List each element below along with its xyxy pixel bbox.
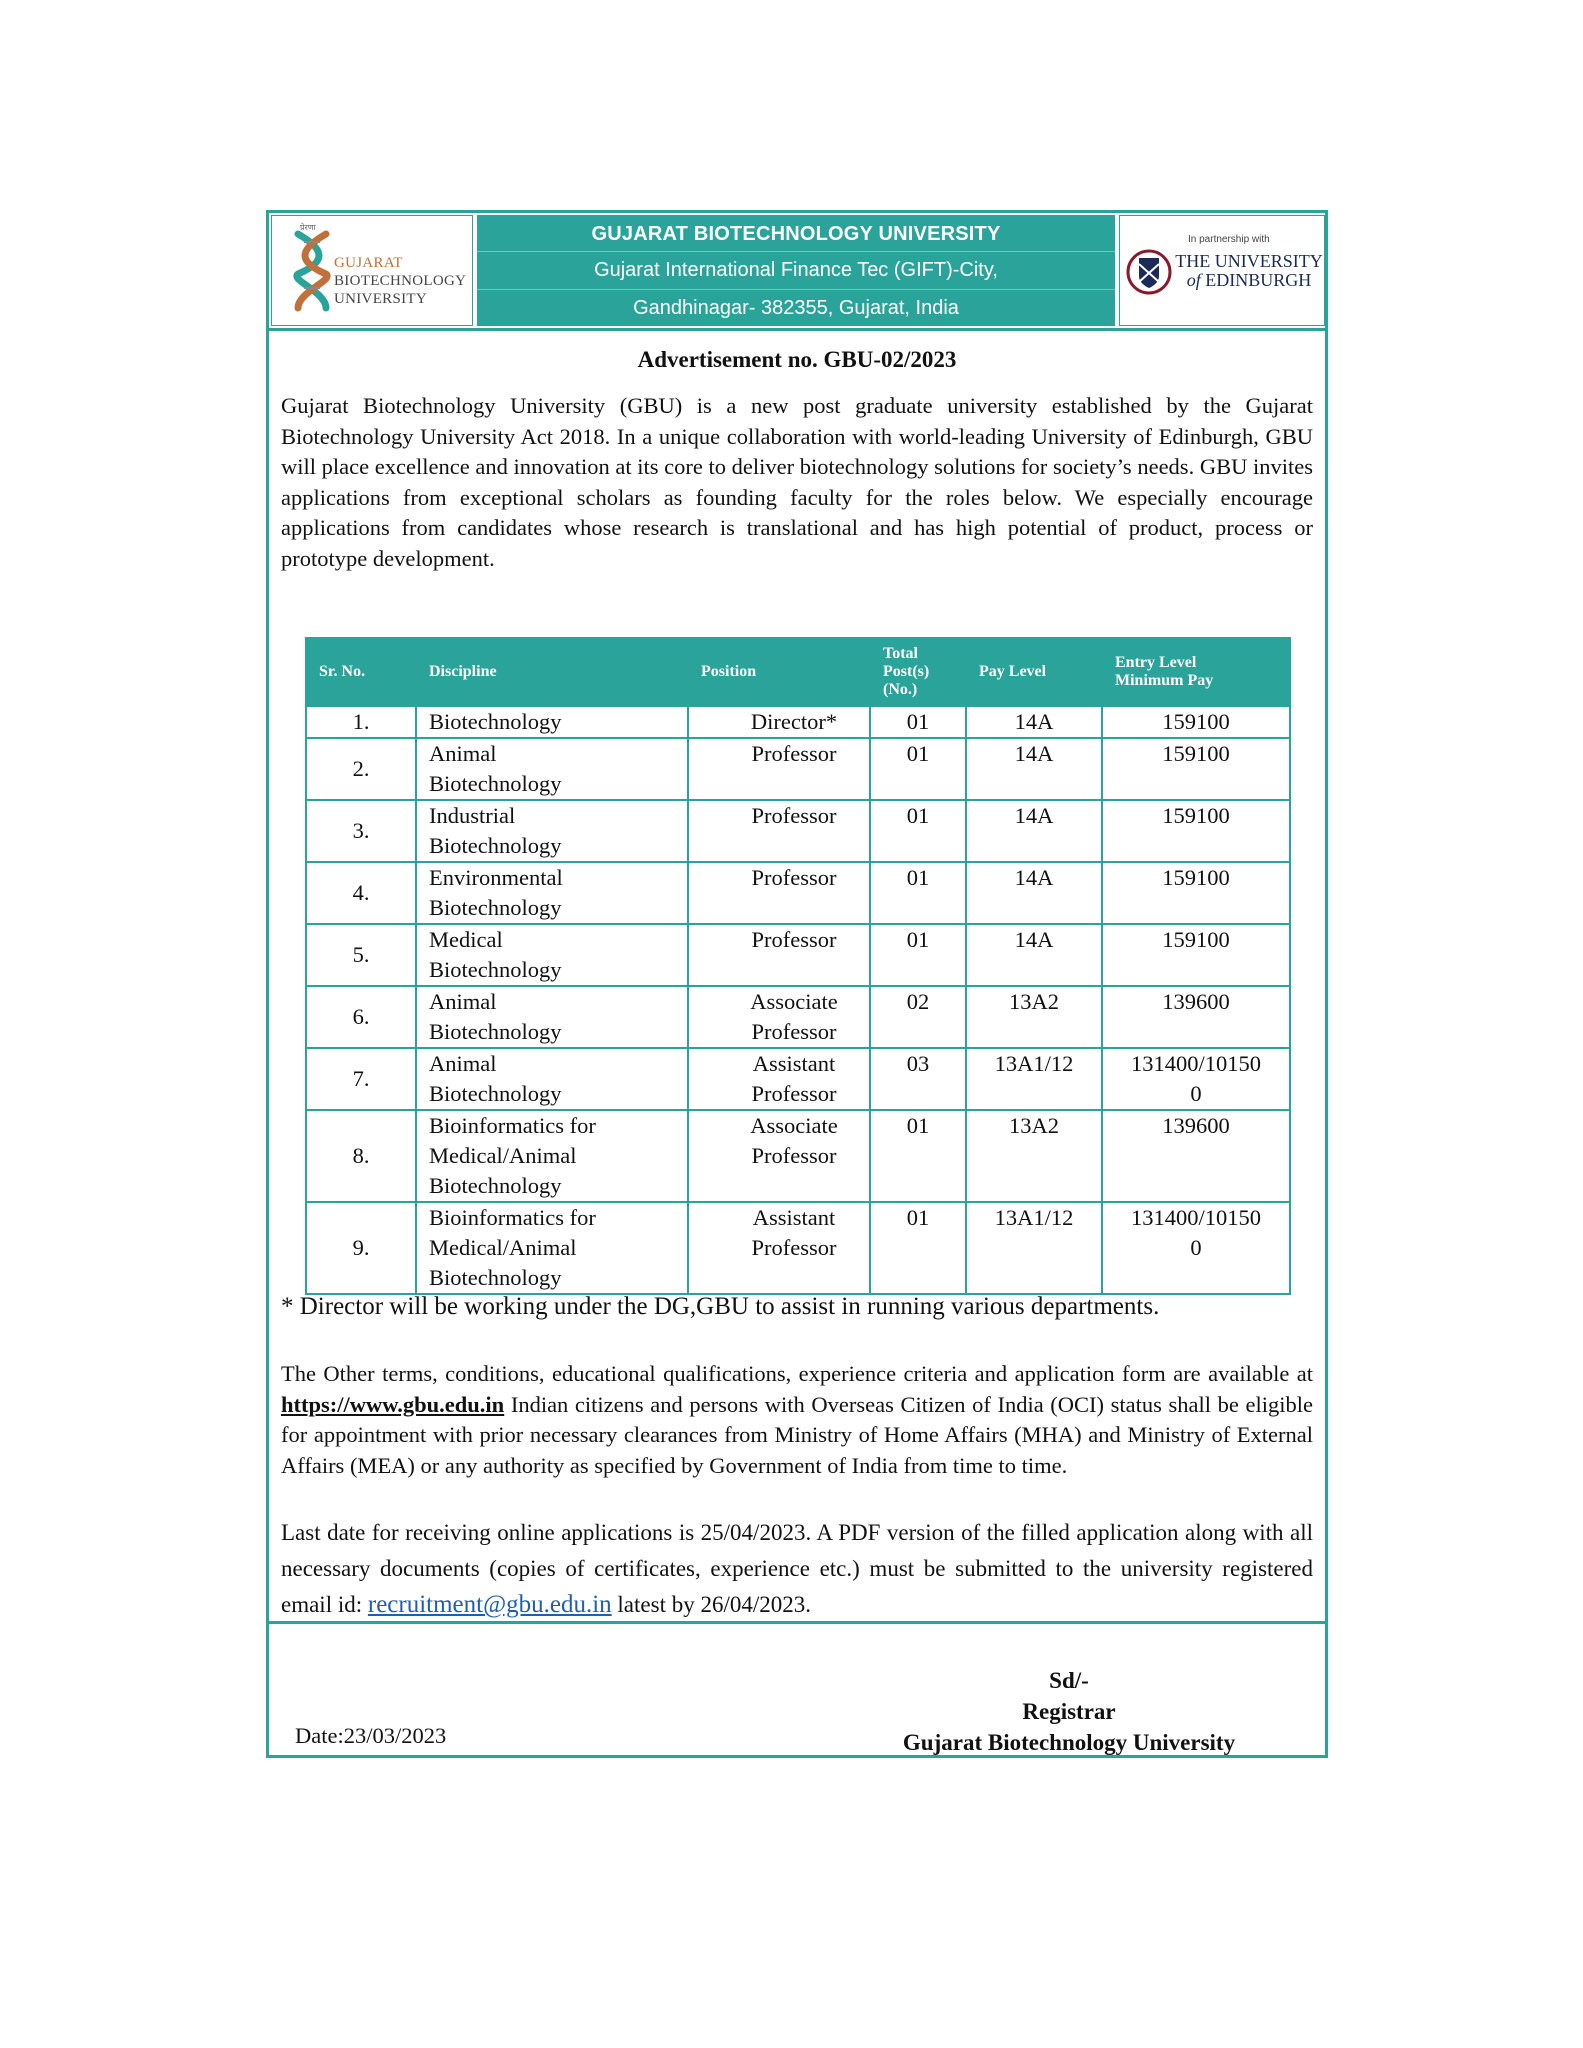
cell-position — [688, 986, 870, 1048]
cell-discipline — [416, 1048, 688, 1110]
table-row — [306, 738, 1290, 800]
table-header-row — [306, 638, 1290, 706]
gbu-logo-tag: प्रेरणा — [300, 223, 316, 232]
table-row — [306, 1110, 1290, 1202]
cell-position — [688, 1110, 870, 1202]
last-date-text-before: Last date for receiving online applications is 25/04/2023. A PDF version of the filled application along with all necessary documents (copies of certificates, experience etc.) must be submitted to the university registered email id: — [281, 1520, 1313, 1617]
discipline-line2: Biotechnology — [429, 957, 562, 982]
discipline-line2: Medical/Animal — [429, 1235, 577, 1260]
cell-position — [688, 738, 870, 800]
cell-sr: 2. — [306, 738, 416, 800]
cell-pay-level: 13A2 — [966, 1110, 1102, 1202]
terms-text-after: Indian citizens and persons with Overseas Citizen of India (OCI) status shall be eligible for appointment with prior necessary clearances from Ministry of Home Affairs (MHA) and Ministry of External Affairs (MEA) or any authority as specified by Government of India from time to time. — [281, 1391, 1313, 1478]
position-line2: Professor — [751, 1019, 837, 1044]
cell-posts: 01 — [870, 738, 966, 800]
discipline-line1: Industrial — [429, 803, 516, 828]
address-line-1: Gujarat International Finance Tec (GIFT)-City, — [594, 259, 998, 281]
table-row — [306, 800, 1290, 862]
position-line1: Associate — [750, 1113, 838, 1138]
min-pay-line1: 139600 — [1162, 1113, 1230, 1138]
position-line1: Professor — [751, 741, 837, 766]
min-pay-line1: 131400/10150 — [1130, 1205, 1261, 1230]
director-note: * Director will be working under the DG,GBU to assist in running various departments. — [281, 1293, 1160, 1320]
header-posts-line3: (No.) — [883, 681, 918, 698]
cell-pay-level: 14A — [966, 738, 1102, 800]
min-pay-line1: 159100 — [1162, 927, 1230, 952]
cell-pay-level: 14A — [966, 706, 1102, 738]
discipline-line1: Animal — [429, 1051, 497, 1076]
discipline-line1: Animal — [429, 741, 497, 766]
signature-block — [829, 1665, 1309, 1758]
header-entry-line1: Entry Level — [1115, 654, 1197, 671]
website-link[interactable]: https://www.gbu.edu.in — [281, 1391, 505, 1417]
edinburgh-name — [1174, 252, 1324, 290]
gbu-logo-line1: GUJARAT — [334, 255, 403, 271]
university-title: GUJARAT BIOTECHNOLOGY UNIVERSITY — [591, 223, 1001, 245]
banner-separator — [477, 251, 1115, 252]
cell-discipline — [416, 738, 688, 800]
cell-sr: 1. — [306, 706, 416, 738]
cell-sr: 6. — [306, 986, 416, 1048]
cell-min-pay — [1102, 800, 1290, 862]
terms-text-before: The Other terms, conditions, educational qualifications, experience criteria and application form are available at — [281, 1361, 1313, 1386]
cell-min-pay — [1102, 924, 1290, 986]
footer-divider — [269, 1621, 1325, 1624]
discipline-line2: Biotechnology — [429, 833, 562, 858]
header-entry-pay — [1102, 638, 1290, 706]
header-total-posts — [870, 638, 966, 706]
signature-university: Gujarat Biotechnology University — [902, 1730, 1236, 1755]
cell-sr: 5. — [306, 924, 416, 986]
edinburgh-line2: EDINBURGH — [1205, 270, 1312, 290]
cell-posts: 03 — [870, 1048, 966, 1110]
position-line1: Assistant — [752, 1051, 836, 1076]
edinburgh-of: of — [1186, 270, 1201, 290]
gbu-logo-line3: UNIVERSITY — [334, 291, 427, 307]
cell-pay-level: 14A — [966, 800, 1102, 862]
address-line-2: Gandhinagar- 382355, Gujarat, India — [633, 297, 959, 319]
banner-separator — [477, 289, 1115, 290]
cell-position — [688, 924, 870, 986]
position-line2: Professor — [751, 1143, 837, 1168]
cell-posts: 01 — [870, 706, 966, 738]
gbu-logo-line2: BIOTECHNOLOGY — [334, 273, 467, 289]
cell-pay-level: 13A2 — [966, 986, 1102, 1048]
cell-discipline — [416, 986, 688, 1048]
position-line1: Professor — [751, 803, 837, 828]
cell-discipline — [416, 924, 688, 986]
last-date-paragraph — [281, 1515, 1313, 1623]
cell-min-pay — [1102, 862, 1290, 924]
cell-discipline — [416, 1110, 688, 1202]
cell-sr: 8. — [306, 1110, 416, 1202]
min-pay-line1: 159100 — [1162, 865, 1230, 890]
cell-position — [688, 706, 870, 738]
discipline-line1: Animal — [429, 989, 497, 1014]
signature-sd: Sd/- — [1049, 1668, 1089, 1693]
cell-pay-level: 13A1/12 — [966, 1048, 1102, 1110]
cell-pay-level: 13A1/12 — [966, 1202, 1102, 1294]
cell-sr: 7. — [306, 1048, 416, 1110]
advertisement-number: Advertisement no. GBU-02/2023 — [637, 347, 957, 372]
cell-position — [688, 1048, 870, 1110]
cell-position — [688, 800, 870, 862]
cell-discipline — [416, 862, 688, 924]
min-pay-line1: 159100 — [1162, 709, 1230, 734]
table-row — [306, 986, 1290, 1048]
issue-date: Date:23/03/2023 — [295, 1723, 447, 1748]
gbu-logo — [271, 215, 473, 326]
cell-pay-level: 14A — [966, 924, 1102, 986]
discipline-line2: Biotechnology — [429, 1081, 562, 1106]
min-pay-line1: 159100 — [1162, 803, 1230, 828]
edinburgh-logo — [1119, 215, 1325, 326]
min-pay-line1: 131400/10150 — [1130, 1051, 1261, 1076]
table-row — [306, 1048, 1290, 1110]
discipline-line1: Biotechnology — [429, 709, 562, 734]
table-row — [306, 862, 1290, 924]
cell-posts: 01 — [870, 924, 966, 986]
partnership-label: In partnership with — [1188, 234, 1270, 245]
cell-sr: 4. — [306, 862, 416, 924]
cell-min-pay — [1102, 1110, 1290, 1202]
discipline-line1: Medical — [429, 927, 503, 952]
discipline-line1: Bioinformatics for — [429, 1205, 596, 1230]
header-posts-line2: Post(s) — [883, 663, 930, 680]
min-pay-line2: 0 — [1190, 1081, 1202, 1106]
position-line1: Assistant — [752, 1205, 836, 1230]
cell-posts: 01 — [870, 1110, 966, 1202]
discipline-line2: Medical/Animal — [429, 1143, 577, 1168]
cell-min-pay — [1102, 986, 1290, 1048]
cell-posts: 02 — [870, 986, 966, 1048]
edinburgh-crest-icon — [1126, 240, 1172, 304]
cell-position — [688, 862, 870, 924]
cell-discipline — [416, 706, 688, 738]
cell-discipline — [416, 1202, 688, 1294]
cell-discipline — [416, 800, 688, 862]
cell-min-pay — [1102, 1048, 1290, 1110]
cell-position — [688, 1202, 870, 1294]
header-banner — [477, 215, 1115, 326]
table-row — [306, 706, 1290, 738]
min-pay-line1: 159100 — [1162, 741, 1230, 766]
email-link[interactable]: recruitment@gbu.edu.in — [367, 1591, 612, 1618]
discipline-line1: Bioinformatics for — [429, 1113, 596, 1138]
terms-paragraph — [281, 1359, 1313, 1481]
edinburgh-line1: THE UNIVERSITY — [1175, 251, 1323, 271]
position-line1: Professor — [751, 927, 837, 952]
last-date-text-after: latest by 26/04/2023. — [611, 1592, 811, 1617]
header-sr-no: Sr. No. — [306, 638, 416, 706]
cell-min-pay — [1102, 1202, 1290, 1294]
discipline-line3: Biotechnology — [429, 1173, 562, 1198]
signature-registrar: Registrar — [1022, 1699, 1116, 1724]
gbu-logo-text — [334, 254, 466, 308]
discipline-line2: Biotechnology — [429, 771, 562, 796]
discipline-line3: Biotechnology — [429, 1265, 562, 1290]
header-position: Position — [688, 638, 870, 706]
cell-min-pay — [1102, 706, 1290, 738]
header-entry-line2: Minimum Pay — [1115, 672, 1214, 689]
header — [269, 213, 1325, 331]
cell-min-pay — [1102, 738, 1290, 800]
position-line2: Professor — [751, 1081, 837, 1106]
table-row — [306, 1202, 1290, 1294]
discipline-line2: Biotechnology — [429, 895, 562, 920]
cell-sr: 3. — [306, 800, 416, 862]
min-pay-line1: 139600 — [1162, 989, 1230, 1014]
position-line1: Associate — [750, 989, 838, 1014]
discipline-line2: Biotechnology — [429, 1019, 562, 1044]
intro-paragraph: Gujarat Biotechnology University (GBU) is a new post graduate university established by the Gujarat Biotechnology University Act 2018. In a unique collaboration with world-leading University of Edinburgh, GBU will place excellence and innovation at its core to deliver biotechnology solutions for society’s needs. GBU invites applications from exceptional scholars as founding faculty for the roles below. We especially encourage applications from candidates whose research is translational and has high potential of product, process or prototype development. — [281, 393, 1313, 571]
table-row — [306, 924, 1290, 986]
discipline-line1: Environmental — [429, 865, 563, 890]
header-discipline: Discipline — [416, 638, 688, 706]
dna-helix-icon — [292, 228, 332, 314]
cell-posts: 01 — [870, 862, 966, 924]
cell-posts: 01 — [870, 800, 966, 862]
header-pay-level: Pay Level — [966, 638, 1102, 706]
min-pay-line2: 0 — [1190, 1235, 1202, 1260]
header-posts-line1: Total — [883, 645, 918, 662]
cell-pay-level: 14A — [966, 862, 1102, 924]
cell-sr: 9. — [306, 1202, 416, 1294]
position-line2: Professor — [751, 1235, 837, 1260]
position-line1: Professor — [751, 865, 837, 890]
cell-posts: 01 — [870, 1202, 966, 1294]
position-line1: Director* — [750, 709, 838, 734]
positions-table — [305, 637, 1291, 1295]
advertisement-frame — [266, 210, 1328, 1758]
